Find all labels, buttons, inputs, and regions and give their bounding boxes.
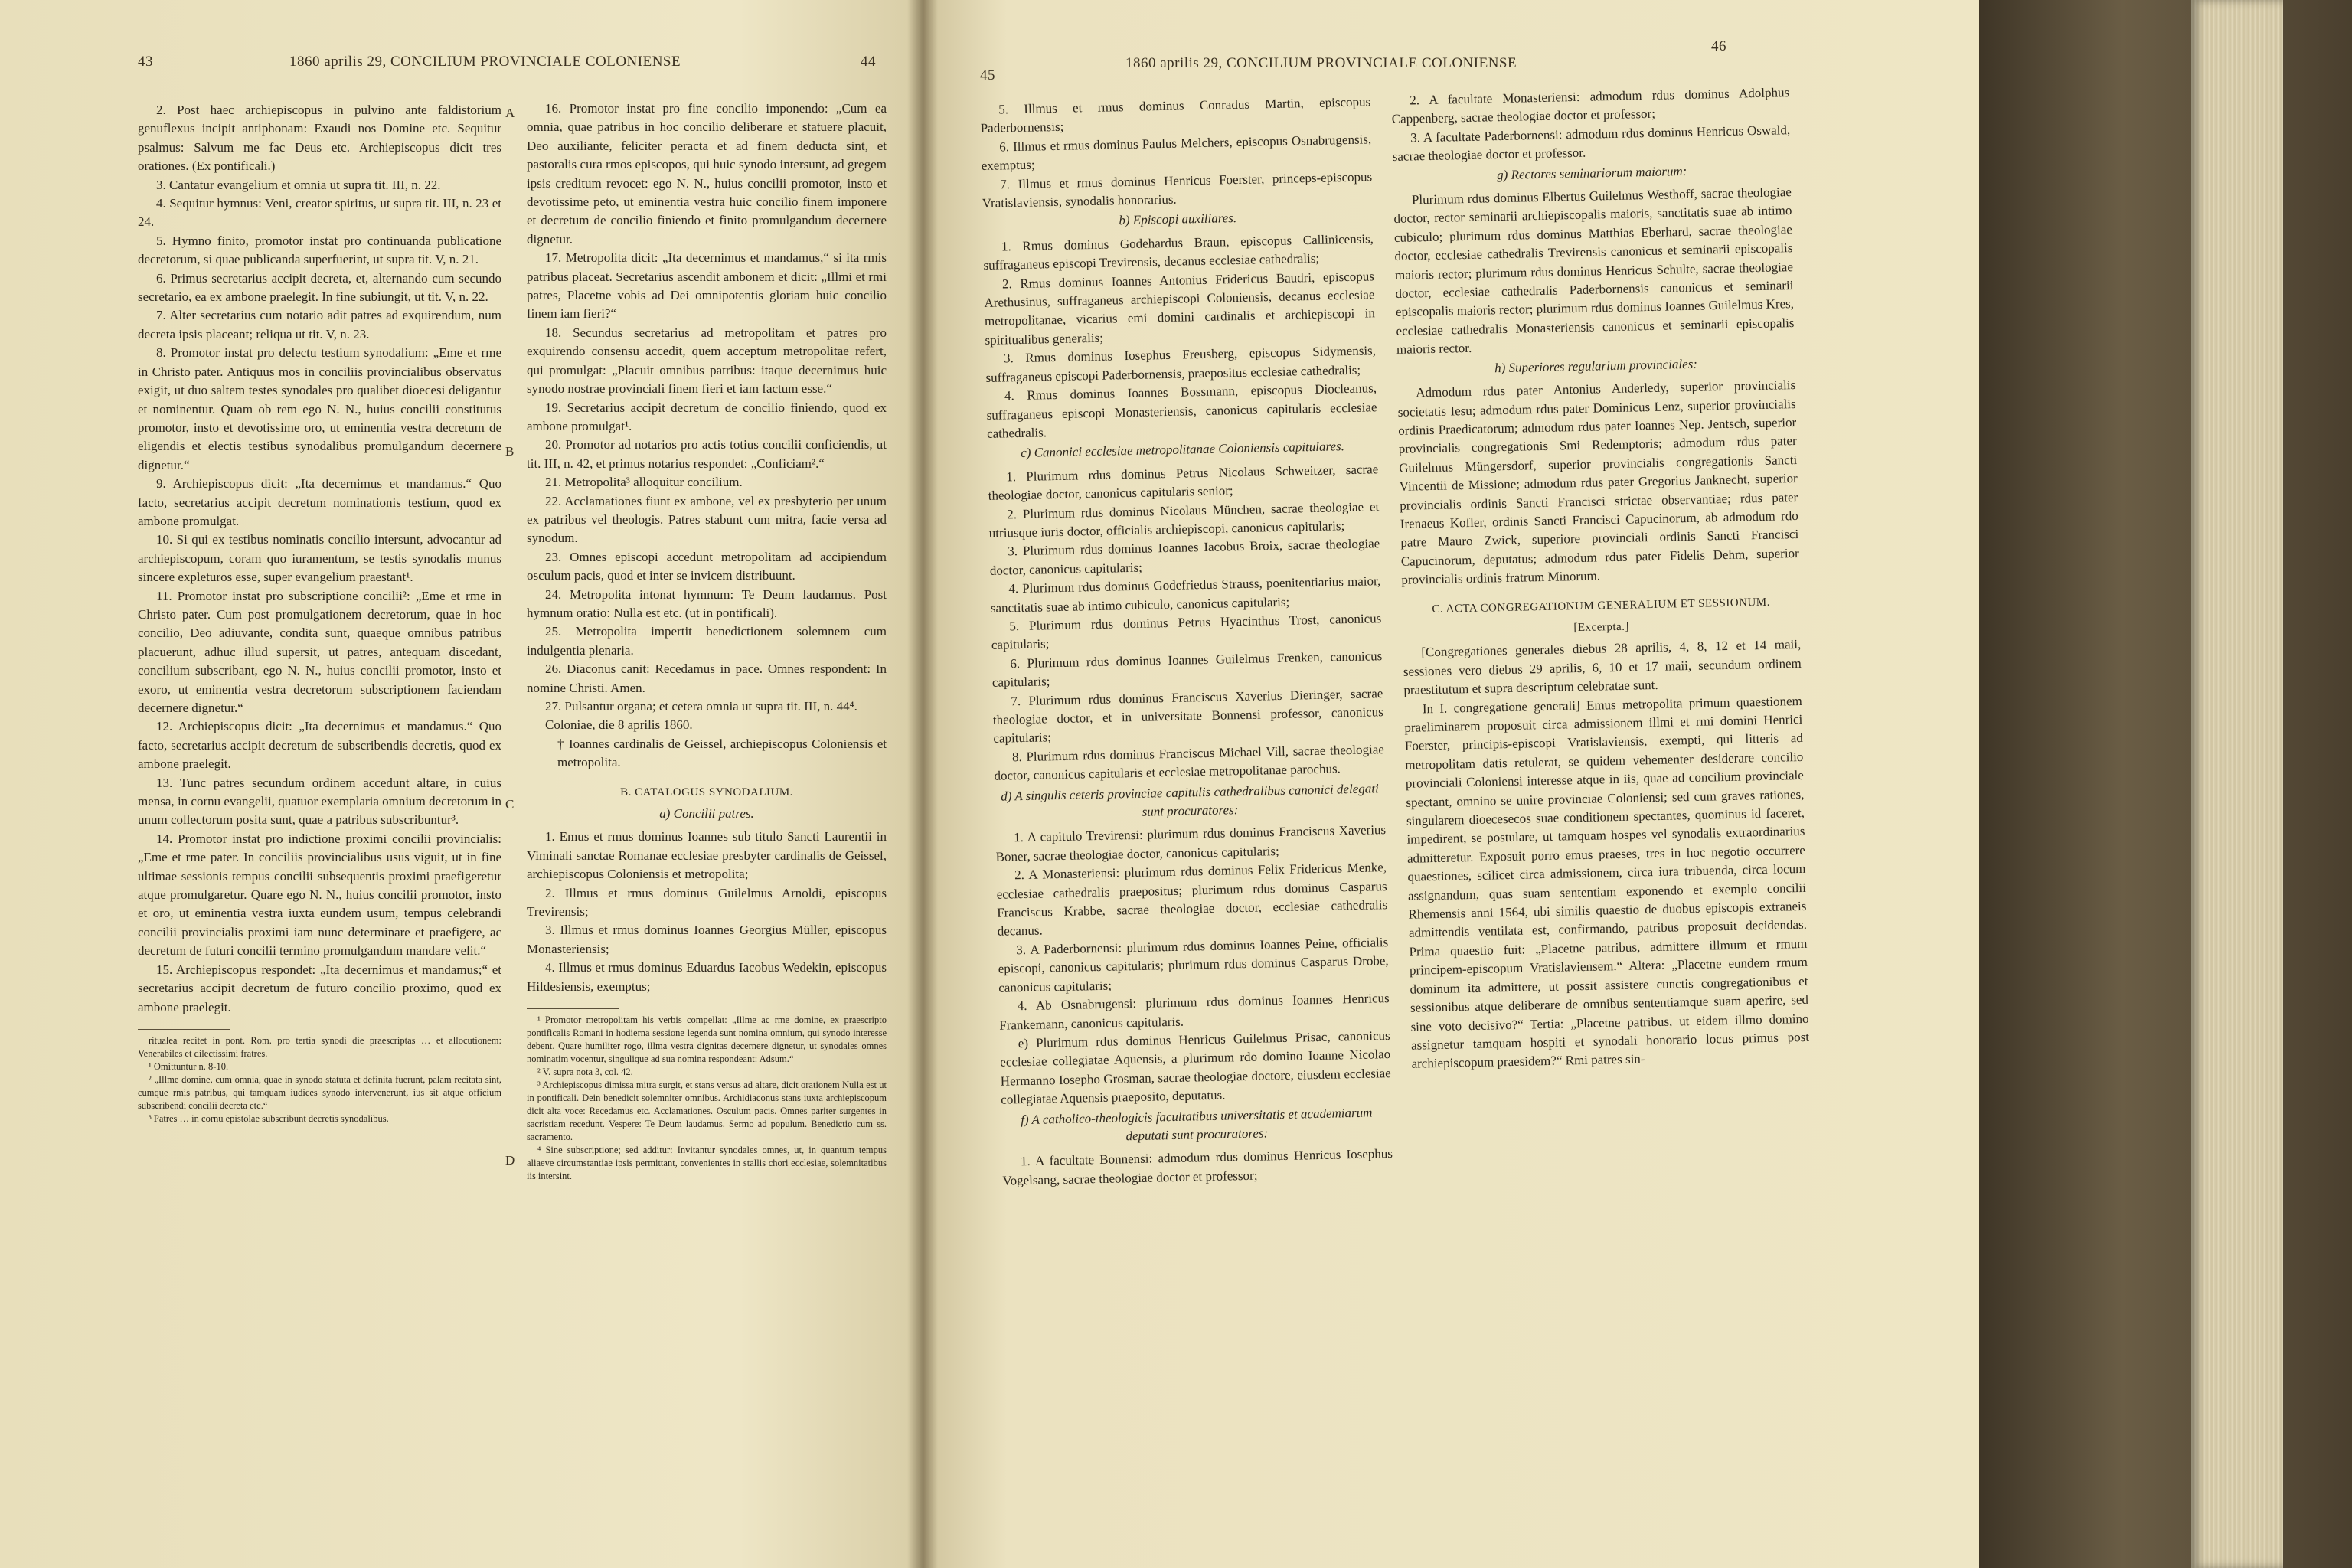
list-item: 5. Illmus et rmus dominus Conradus Martin, episcopus Paderbornensis; (980, 94, 1371, 136)
paragraph: 13. Tunc patres secundum ordinem accedunt altare, in cuius mensa, in cornu evangelii, quatuor exemplaria omnium decretorum in unum collectorum posita sunt, quae a patribus subscribuntur³. (138, 775, 501, 828)
subsection-heading: f) A catholico-theologicis facultatibus universitatis et academiarum deputati sunt procuratores: (1021, 1105, 1373, 1144)
excerpt-label: [Excerpta.] (1573, 620, 1630, 635)
running-head-right: 1860 aprilis 29, CONCILIUM PROVINCIALE COLONIENSE (1125, 55, 1517, 71)
left-column-1 (138, 101, 501, 1125)
paragraph: 10. Si qui ex testibus nominatis concilio intersunt, advocantur ad archiepiscopum, coram quo iuramentum, se testis synodalis munus sincere expleturos esse, super evangelium praestant¹. (138, 532, 501, 585)
list-item: 6. Illmus et rmus dominus Paulus Melchers, episcopus Osnabrugensis, exemptus; (981, 132, 1372, 174)
section-heading: C. ACTA CONGREGATIONUM GENERALIUM ET SESSIONUM. (1432, 596, 1771, 616)
paragraph: 5. Hymno finito, promotor instat pro continuanda publicatione decretorum, si quae publicanda superfuerint, ut supra tit. V, n. 21. (138, 233, 501, 267)
list-item: 4. Illmus et rmus dominus Eduardus Iacobus Wedekin, episcopus Hildesiensis, exemptus; (527, 960, 887, 994)
list-item: 2. Illmus et rmus dominus Guilelmus Arnoldi, episcopus Trevirensis; (527, 885, 887, 920)
list-item: 7. Illmus et rmus dominus Henricus Foerster, princeps-episcopus Vratislaviensis, synodalis honorarius. (982, 168, 1373, 211)
subsection-heading: h) Superiores regularium provinciales: (1494, 356, 1698, 375)
list-item: 3. Plurimum rdus dominus Ioannes Iacobus Broix, sacrae theologiae doctor, canonicus capitularis; (989, 536, 1380, 578)
list-item: 1. A facultate Bonnensi: admodum rdus dominus Henricus Iosephus Vogelsang, sacrae theologiae doctor et professor; (1002, 1146, 1393, 1188)
margin-letter-b: B (505, 444, 514, 459)
paragraph: Admodum rdus pater Antonius Anderledy, superior provincialis societatis Iesu; admodum rdus pater Dominicus Lenz, superior provincialis ordinis Praedicatorum; admodum rdus pater Ioannes Nep. Jentsch, superior provincialis congregationis Smi Redemptoris; admodum rdus pater Guilelmus Müngersdorf, superior provincialis congregationis Sancti Vincentii de Missione; admodum rdus pater Gregorius Janknecht, superior provincialis ordinis Sancti Francisci strictae observantiae; rdus pater Irenaeus Kofler, ordinis Sancti Francisci Capucinorum, ab admodum rdo patre Mauro Zwick, superiore provinciali ordinis Sancti Francisci Capucinorum, deputatus; admodum rdus pater Fidelis Dehm, superior provincialis ordinis fratrum Minorum. (1397, 377, 1799, 588)
margin-letter-c: C (505, 797, 514, 812)
paragraph: 17. Metropolita dicit: „Ita decernimus et mandamus,“ si ita rmis patribus placeat. Secretarius ascendit ambonem et dicit: „Illmi et rmi patres, Placetne vobis ad Dei omnipotentis gloriam huic concilio finem iam fieri?“ (527, 250, 887, 322)
list-item: 1. Emus et rmus dominus Ioannes sub titulo Sancti Laurentii in Viminali sanctae Romanae ecclesiae presbyter cardinalis de Geissel, archiepiscopus Coloniensis et metropolita; (527, 829, 887, 882)
list-item: 3. A facultate Paderbornensi: admodum rdus dominus Henricus Oswald, sacrae theologiae doctor et professor. (1392, 122, 1791, 165)
section-heading: B. CATALOGUS SYNODALIUM. (620, 786, 793, 799)
paragraph: e) Plurimum rdus dominus Henricus Guilelmus Prisac, canonicus ecclesiae collegiatae Aquensis, a plurimum rdo domino Ioanne Nicolao Hermanno Iosepho Grosman, sacrae theologiae doctore, eiusdem ecclesiae collegiatae Aquensis praeposito, deputatus. (1000, 1027, 1391, 1107)
subsection-heading: b) Episcopi auxiliares. (1119, 211, 1237, 228)
book-edge (1969, 0, 2352, 1568)
paragraph: 21. Metropolita³ alloquitur concilium. (545, 475, 743, 490)
list-item: 6. Plurimum rdus dominus Ioannes Guilelmus Frenken, canonicus capitularis; (991, 648, 1383, 691)
footnote: ² „Illme domine, cum omnia, quae in synodo statuta et definita fuerunt, palam recitata sint, cumque rmis patribus, qui tamquam iudices synodo intervenerunt, ius sit atque officium subscribendi concilii decreta etc.“ (138, 1073, 501, 1111)
signature: † Ioannes cardinalis de Geissel, archiepiscopus Coloniensis et metropolita. (557, 736, 887, 770)
footnote: ¹ Promotor metropolitam his verbis compellat: „Illme ac rme domine, ex praescripto pontificalis Romani in hodierna sessione legenda sunt nomina omnium, qui synodo interesse debent. Quare humiliter rogo, illma vestra dignitas decernere dignetur, ut synodales omnes nominatim vocentur, singulique ad sua nomina respondeant: Adsum.“ (527, 1014, 887, 1065)
list-item: 3. Rmus dominus Iosephus Freusberg, episcopus Sidymensis, suffraganeus episcopi Paderbornensis, praepositus ecclesiae cathedralis; (985, 343, 1377, 385)
paragraph: 25. Metropolita impertit benedictionem solemnem cum indulgentia plenaria. (527, 624, 887, 658)
page-number-43: 43 (138, 54, 153, 70)
subsection-heading: c) Canonici ecclesiae metropolitanae Coloniensis capitulares. (1021, 439, 1345, 461)
footnote: ² V. supra nota 3, col. 42. (537, 1067, 633, 1078)
list-item: 1. Rmus dominus Godehardus Braun, episcopus Callinicensis, suffraganeus episcopi Trevirensis, decanus ecclesiae cathedralis; (983, 231, 1374, 273)
paragraph: 23. Omnes episcopi accedunt metropolitam ad accipiendum osculum pacis, quod et inter se invicem distribuunt. (527, 549, 887, 583)
list-item: 1. A capitulo Trevirensi: plurimum rdus dominus Franciscus Xaverius Boner, sacrae theologiae doctor, canonicus capitularis; (995, 822, 1387, 864)
footnote-rule (527, 1008, 619, 1009)
list-item: 8. Plurimum rdus dominus Franciscus Michael Vill, sacrae theologiae doctor, canonicus capitularis et ecclesiae metropolitanae parochus. (994, 741, 1385, 784)
margin-letter-a: A (505, 106, 515, 120)
footnote: ⁴ Sine subscriptione; sed additur: Invitantur synodales omnes, ut, in quantum tempus aliaeve circumstantiae ipsis permittant, convenientes in stallis chori ecclesiae, solemnitatibus iis intersint. (527, 1145, 887, 1182)
paragraph: 11. Promotor instat pro subscriptione concilii²: „Eme et rme in Christo pater. Cum post promulgationem decretorum, quae in hoc concilio, Deo adiuvante, condita sunt, quaeque omnibus patribus placuerunt, adhuc illud supersit, ut patres, antequam discedant, concilium subscribant, ego N. N., huius concilii promotor, insto et exoro, ut eminentia vestra decretorum subscriptionem faciendam decernere dignetur.“ (138, 588, 501, 715)
paragraph: 15. Archiepiscopus respondet: „Ita decernimus et mandamus;“ et secretarius accipit decretum de futuro concilio proximo, quod ex ambone praelegit. (138, 962, 501, 1014)
paragraph: 16. Promotor instat pro fine concilio imponendo: „Cum ea omnia, quae patribus in hoc concilio deliberare et statuere placuit, Deo auxiliante, feliciter peracta et ad finem deducta sint, et pastoralis cura rmos episcopos, qui huic synodo intersunt, ad gregem ipsis creditum revocet: ego N. N., huius concilii promotor, insto et devotissime peto, ut eminentia vestra huic concilio finem imponere et decretum de concilio finiendo et finito promulgandum decernere dignetur. (527, 101, 887, 247)
list-item: 2. A facultate Monasteriensi: admodum rdus dominus Adolphus Cappenberg, sacrae theologiae doctor et professor; (1391, 85, 1790, 127)
page-number-45: 45 (980, 67, 995, 83)
list-item: 4. Rmus dominus Ioannes Bossmann, episcopus Diocleanus, suffraganeus episcopi Monasteriensis, canonicus capitularis ecclesiae cathedralis. (986, 381, 1377, 441)
right-column-2 (1391, 83, 1810, 1073)
list-item: 5. Plurimum rdus dominus Petrus Hyacinthus Trost, canonicus capitularis; (991, 611, 1382, 653)
list-item: 1. Plurimum rdus dominus Petrus Nicolaus Schweitzer, sacrae theologiae doctor, canonicus capitularis senior; (988, 461, 1379, 504)
paragraph: 7. Alter secretarius cum notario adit patres ad exquirendum, num decreta ipsis placeant; reliqua ut tit. V, n. 23. (138, 308, 501, 341)
list-item: 2. Rmus dominus Ioannes Antonius Fridericus Baudri, episcopus Arethusinus, suffraganeus archiepiscopi Coloniensis, decanus ecclesiae metropolitanae, vicarius emi domini cardinalis et archiepiscopi in spiritualibus generalis; (984, 268, 1376, 348)
paragraph: Plurimum rdus dominus Elbertus Guilelmus Westhoff, sacrae theologiae doctor, rector seminarii archiepiscopalis maioris, sanctitatis suae ab intimo cubiculo; plurimum rdus dominus Matthias Eberhard, sacrae theologiae doctor, ecclesiae cathedralis Trevirensis canonicus et seminarii episcopalis maioris rector; plurimum rdus dominus Henricus Schulte, sacrae theologiae doctor, ecclesiae cathedralis Paderbornensis canonicus et seminarii episcopalis maioris rector; plurimum rdus dominus Ioannes Guilelmus Kres, ecclesiae cathedralis Monasteriensis canonicus et seminarii episcopalis maioris rector. (1393, 185, 1795, 358)
right-page (923, 0, 1979, 1568)
paragraph: 8. Promotor instat pro delectu testium synodalium: „Eme et rme in Christo pater. Antiquus mos in conciliis provincialibus observatus exigit, ut duo saltem testes synodales pro qualibet dioecesi deligantur et nominentur. Quam ob rem ego N. N., huius concilii constitutus promotor, insto et devotissime oro, ut eminentia vestra decretum de eligendis et electis testibus synodalibus promulgandum decernere dignetur.“ (138, 345, 501, 472)
paragraph: 22. Acclamationes fiunt ex ambone, vel ex presbyterio per unum ex patribus vel theologis. Patres stabunt cum mitra, facie versa ad synodum. (527, 493, 887, 546)
subsection-heading: a) Concilii patres. (659, 806, 754, 822)
page-stack (2191, 0, 2283, 1568)
list-item: 4. Ab Osnabrugensi: plurimum rdus dominus Ioannes Henricus Frankemann, canonicus capitularis. (999, 991, 1390, 1033)
paragraph: 6. Primus secretarius accipit decreta, et, alternando cum secundo secretario, ea ex ambone praelegit. In fine subiungit, ut tit. V, n. 22. (138, 270, 501, 305)
subsection-heading: d) A singulis ceteris provinciae capitulis cathedralibus canonici delegati sunt procuratores: (1001, 780, 1379, 819)
list-item: 7. Plurimum rdus dominus Franciscus Xaverius Dieringer, sacrae theologiae doctor, et in universitate Bonnensi professor, canonicus capitularis; (992, 685, 1384, 746)
footnote: ritualea recitet in pont. Rom. pro tertia synodi die praescriptas … et allocutionem: Venerabiles et dilectissimi fratres. (138, 1034, 501, 1059)
paragraph: 27. Pulsantur organa; et cetera omnia ut supra tit. III, n. 44⁴. (545, 699, 858, 714)
running-head-left: 1860 aprilis 29, CONCILIUM PROVINCIALE COLONIENSE (289, 54, 681, 70)
list-item: 3. A Paderbornensi: plurimum rdus dominus Ioannes Peine, officialis episcopi, canonicus capitularis; plurimum rdus dominus Casparus Drobe, canonicus capitularis; (998, 934, 1389, 995)
paragraph: 3. Cantatur evangelium et omnia ut supra tit. III, n. 22. (156, 177, 441, 192)
list-item: 3. Illmus et rmus dominus Ioannes Georgius Müller, episcopus Monasteriensis; (527, 923, 887, 956)
book-gutter (907, 0, 938, 1568)
paragraph: 26. Diaconus canit: Recedamus in pace. Omnes respondent: In nomine Christi. Amen. (527, 662, 887, 695)
paragraph: 18. Secundus secretarius ad metropolitam et patres pro exquirendo consensu accedit, quem acceptum metropolitae refert, qui promulgat: „Placuit omnibus patribus: itaque decernimus huic synodo nostrae provinciali finem fieri et iam factum esse.“ (527, 325, 887, 397)
margin-letter-d: D (505, 1153, 515, 1168)
paragraph: 20. Promotor ad notarios pro actis totius concilii conficiendis, ut tit. III, n. 42, et primus notarius respondet: „Conficiam².“ (527, 437, 887, 471)
paragraph: 19. Secretarius accipit decretum de concilio finiendo, quod ex ambone promulgat¹. (527, 400, 887, 433)
date-line: Coloniae, die 8 aprilis 1860. (545, 717, 693, 733)
subsection-heading: g) Rectores seminariorum maiorum: (1496, 163, 1687, 182)
page-number-44: 44 (861, 54, 876, 70)
paragraph: [Congregationes generales diebus 28 aprilis, 4, 8, 12 et 14 maii, sessiones vero diebus 29 aprilis, 6, 10 et 17 maii, secundum ordinem praestitutum et supra descriptum celebratae sunt. (1403, 637, 1802, 698)
footnote: ³ Patres … in cornu epistolae subscribunt decretis synodalibus. (149, 1112, 389, 1124)
footnote: ³ Archiepiscopus dimissa mitra surgit, et stans versus ad altare, dicit orationem Nulla est ut in pontificali. Dein benedicit solemniter omnibus. Archidiaconus stans iuxta archiepiscopum dicit alta voce: Recedamus etc. Acclamationes. Osculum pacis. Omnes pariter surgentes in sacristiam recedunt. Vespere: Te Deum laudamus. Sermo ad populum. Benedictio cum ss. sacramento. (527, 1080, 887, 1143)
paragraph: 12. Archiepiscopus dicit: „Ita decernimus et mandamus.“ Quo facto, secretarius accipit decretum de subscribendis decretis, quod ex ambone praelegit. (138, 719, 501, 772)
left-column-2 (527, 100, 887, 1183)
paragraph: 24. Metropolita intonat hymnum: Te Deum laudamus. Post hymnum oratio: Nulla est etc. (ut in pontificali). (527, 586, 887, 620)
list-item: 2. Plurimum rdus dominus Nicolaus München, sacrae theologiae et utriusque iuris doctor, officialis archiepiscopi, canonicus capitularis; (988, 498, 1380, 541)
paragraph: 4. Sequitur hymnus: Veni, creator spiritus, ut supra tit. III, n. 23 et 24. (138, 196, 501, 230)
left-page (0, 0, 923, 1568)
paragraph: 14. Promotor instat pro indictione proximi concilii provincialis: „Eme et rme pater. In conciliis provincialibus usus viguit, ut in fine ultimae sessionis tempus concilii subsequentis proximi praefigeretur atque promulgaretur. Quare ego N. N., huius concilii promotor, insto et oro, ut eminentia vestra iuxta eundem usum, tempus celebrandi concilii provincialis proximi iam nunc determinare et praefigere, ac decretum de futuri concilii termino promulgandum mandare velit.“ (138, 831, 501, 959)
list-item: 4. Plurimum rdus dominus Godefriedus Strauss, poenitentiarius maior, sanctitatis suae ab intimo cubiculo, canonicus capitularis; (990, 573, 1381, 616)
footnote: ¹ Omittuntur n. 8-10. (149, 1060, 229, 1072)
paragraph: 9. Archiepiscopus dicit: „Ita decernimus et mandamus.“ Quo facto, secretarius accipit decretum nominationis testium, quod ex ambone promulgat. (138, 476, 501, 528)
paragraph: 2. Post haec archiepiscopus in pulvino ante faldistorium genuflexus incipit antiphonam: Exaudi nos Domine etc. Sequitur psalmus: Salvum me fac Deus etc. Archiepiscopus dicit tres orationes. (Ex pontificali.) (138, 103, 501, 174)
footnote-rule (138, 1029, 230, 1030)
page-number-46: 46 (1711, 38, 1726, 54)
list-item: 2. A Monasteriensi: plurimum rdus dominus Felix Fridericus Menke, ecclesiae cathedralis praepositus; plurimum rdus dominus Casparus Franciscus Krabbe, sacrae theologiae doctor, ecclesiae cathedralis decanus. (996, 860, 1388, 939)
right-column-1 (980, 93, 1393, 1191)
paragraph: In I. congregatione generali] Emus metropolita primum quaestionem praeliminarem proposuit circa admissionem illmi et rmi domini Henrici Foerster, principis-episcopi Vratislaviensis, exempti, qui litteris ad metropolitam datis retulerat, se quidem vehementer desiderare concilio provinciali Coloniensi interesse atque in iis, quae ad concilium provinciale spectant, omnino se unire provinciae Coloniensi; sed cum graves rationes, singularem dioecesecos suae conditionem spectantes, quominus id faceret, impedirent, se postulare, ut tamquam hospes vel synodalis extraordinarius admitteretur. Exposuit porro emus praeses, tres in hoc negotio occurrere quaestiones, scilicet circa admissionem, circa iura tribuenda, circa locum assignandum, quas suam sententiam exponendo et exemplo concilii Rhemensis anni 1564, ubi similis quaestio de duobus episcopis extraneis admittendis ventilata est, confirmando, patribus proposuit decidendas. Prima quaestio fuit: „Placetne patribus, admittere illmum et rmum principem-episcopum Vratislaviensem.“ Altera: „Placetne eundem rmum dominum ita admittere, ut possit assistere cunctis congregationibus et sessionibus atque deliberare de omnibus sententiamque suam aperire, sed sine voto decisivo?“ Tertia: „Placetne patribus, ut eidem illmo domino assignetur tamquam hospiti et synodali honorario locus primus post archiepiscopum praesidem?“ Rmi patres sin- (1404, 693, 1810, 1072)
